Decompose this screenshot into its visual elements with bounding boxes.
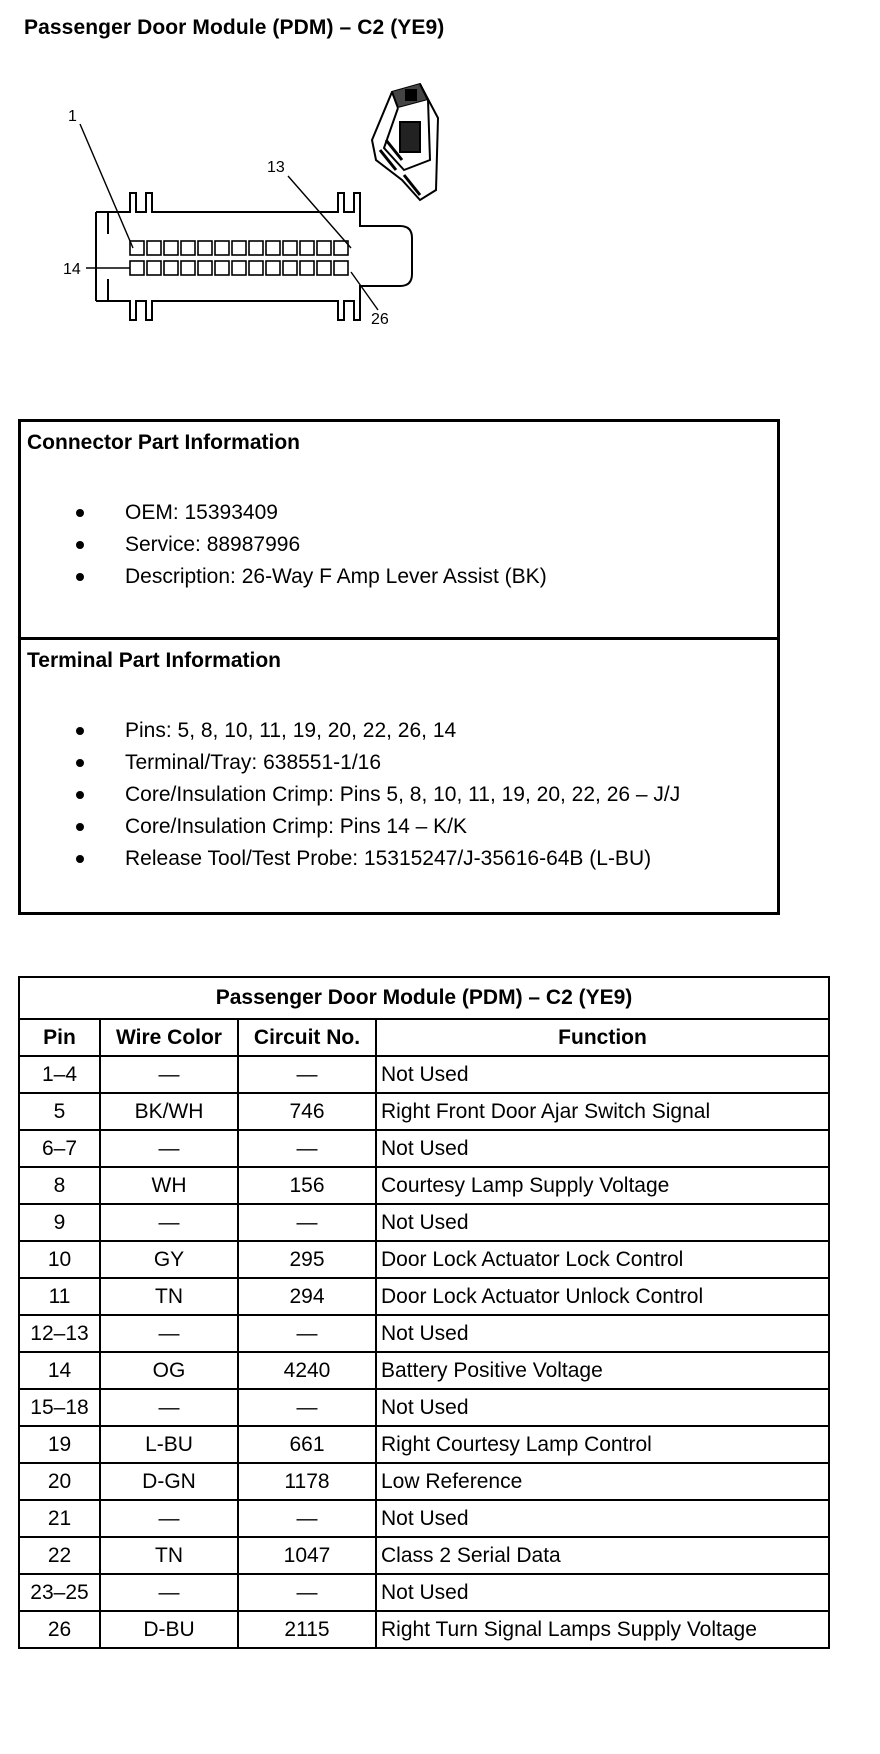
table-row [19, 1426, 829, 1463]
bullet-icon [76, 509, 84, 517]
connector-cavity [147, 241, 161, 255]
list-item-text: OEM: 15393409 [125, 501, 278, 524]
circuit-number-cell: — [238, 1315, 376, 1352]
circuit-number-cell: 295 [238, 1241, 376, 1278]
pin-cell: 19 [19, 1426, 100, 1463]
circuit-number-cell: — [238, 1389, 376, 1426]
circuit-number-cell: 1178 [238, 1463, 376, 1500]
connector-cavity [317, 261, 331, 275]
wire-color-cell: OG [100, 1352, 238, 1389]
list-item-text: Pins: 5, 8, 10, 11, 19, 20, 22, 26, 14 [125, 719, 457, 742]
cavity-row-bottom [130, 261, 348, 275]
list-item [21, 529, 547, 561]
table-row [19, 1315, 829, 1352]
circuit-number-cell: 4240 [238, 1352, 376, 1389]
wire-color-cell: D-GN [100, 1463, 238, 1500]
table-row [19, 1611, 829, 1648]
pin-cell: 11 [19, 1278, 100, 1315]
function-cell: Not Used [376, 1130, 829, 1167]
list-item-text: Release Tool/Test Probe: 15315247/J-35616-64B (L-BU) [125, 847, 652, 870]
pin-function-table [18, 976, 830, 1649]
table-row [19, 1389, 829, 1426]
bullet-icon [76, 855, 84, 863]
pin-cell: 22 [19, 1537, 100, 1574]
pin-cell: 21 [19, 1500, 100, 1537]
bullet-icon [76, 541, 84, 549]
list-item [21, 811, 680, 843]
list-item [21, 779, 680, 811]
function-cell: Right Turn Signal Lamps Supply Voltage [376, 1611, 829, 1648]
connector-cavity [266, 261, 280, 275]
list-item [21, 843, 680, 875]
function-cell: Not Used [376, 1204, 829, 1241]
circuit-number-cell: — [238, 1130, 376, 1167]
connector-cavity [300, 261, 314, 275]
circuit-number-cell: 156 [238, 1167, 376, 1204]
terminal-info-heading: Terminal Part Information [27, 649, 281, 672]
connector-cavity [198, 241, 212, 255]
table-header-row [19, 1019, 829, 1056]
wire-color-cell: BK/WH [100, 1093, 238, 1130]
pin-cell: 1–4 [19, 1056, 100, 1093]
table-row [19, 1574, 829, 1611]
pin-cell: 20 [19, 1463, 100, 1500]
connector-cavity [300, 241, 314, 255]
leader-line-pin-26 [351, 272, 378, 310]
circuit-number-cell: 1047 [238, 1537, 376, 1574]
connector-part-information [21, 422, 777, 640]
pin-cell: 8 [19, 1167, 100, 1204]
connector-cavity [283, 241, 297, 255]
wire-color-cell: D-BU [100, 1611, 238, 1648]
list-item [21, 747, 680, 779]
circuit-number-cell: — [238, 1056, 376, 1093]
function-cell: Not Used [376, 1500, 829, 1537]
column-header: Pin [19, 1019, 100, 1056]
circuit-number-cell: — [238, 1204, 376, 1241]
wire-color-cell: — [100, 1130, 238, 1167]
connector-cavity [249, 261, 263, 275]
connector-cavity [215, 261, 229, 275]
pin-cell: 12–13 [19, 1315, 100, 1352]
wire-color-cell: — [100, 1389, 238, 1426]
table-row [19, 1537, 829, 1574]
circuit-number-cell: 294 [238, 1278, 376, 1315]
pin-cell: 10 [19, 1241, 100, 1278]
wire-color-cell: — [100, 1204, 238, 1241]
connector-thumbnail-icon [372, 84, 438, 200]
pin-cell: 15–18 [19, 1389, 100, 1426]
table-row [19, 1130, 829, 1167]
function-cell: Right Front Door Ajar Switch Signal [376, 1093, 829, 1130]
connector-cavity [198, 261, 212, 275]
wire-color-cell: — [100, 1574, 238, 1611]
pin-cell: 23–25 [19, 1574, 100, 1611]
table-caption: Passenger Door Module (PDM) – C2 (YE9) [19, 977, 829, 1019]
connector-cavity [334, 261, 348, 275]
bullet-icon [76, 727, 84, 735]
connector-face-diagram [0, 0, 880, 360]
wire-color-cell: — [100, 1500, 238, 1537]
function-cell: Right Courtesy Lamp Control [376, 1426, 829, 1463]
bullet-icon [76, 573, 84, 581]
connector-cavity [181, 241, 195, 255]
part-information-box [18, 419, 780, 915]
circuit-number-cell: — [238, 1574, 376, 1611]
connector-cavity [130, 241, 144, 255]
connector-cavity [164, 241, 178, 255]
table-row [19, 1241, 829, 1278]
pin-cell: 9 [19, 1204, 100, 1241]
bullet-icon [76, 791, 84, 799]
list-item [21, 715, 680, 747]
column-header: Circuit No. [238, 1019, 376, 1056]
function-cell: Class 2 Serial Data [376, 1537, 829, 1574]
wire-color-cell: — [100, 1056, 238, 1093]
callout-pin-13: 13 [267, 159, 285, 176]
list-item [21, 561, 547, 593]
list-item-text: Service: 88987996 [125, 533, 301, 556]
terminal-part-information [21, 640, 777, 912]
leader-line-pin-1 [80, 124, 133, 248]
function-cell: Courtesy Lamp Supply Voltage [376, 1167, 829, 1204]
column-header: Wire Color [100, 1019, 238, 1056]
connector-cavity [181, 261, 195, 275]
table-row [19, 1352, 829, 1389]
bullet-icon [76, 759, 84, 767]
circuit-number-cell: 2115 [238, 1611, 376, 1648]
wire-color-cell: TN [100, 1537, 238, 1574]
table-row [19, 1093, 829, 1130]
column-header: Function [376, 1019, 829, 1056]
wire-color-cell: — [100, 1315, 238, 1352]
function-cell: Battery Positive Voltage [376, 1352, 829, 1389]
table-body [19, 1056, 829, 1648]
function-cell: Not Used [376, 1056, 829, 1093]
connector-info-heading: Connector Part Information [27, 431, 301, 454]
pin-cell: 6–7 [19, 1130, 100, 1167]
connector-info-list [21, 497, 547, 593]
circuit-number-cell: — [238, 1500, 376, 1537]
table-row [19, 1500, 829, 1537]
connector-cavity [266, 241, 280, 255]
page-title: Passenger Door Module (PDM) – C2 (YE9) [24, 16, 445, 39]
list-item [21, 497, 547, 529]
function-cell: Door Lock Actuator Unlock Control [376, 1278, 829, 1315]
function-cell: Not Used [376, 1574, 829, 1611]
connector-outline [96, 193, 412, 320]
callout-pin-14: 14 [63, 261, 81, 278]
pin-cell: 26 [19, 1611, 100, 1648]
wire-color-cell: L-BU [100, 1426, 238, 1463]
wire-color-cell: WH [100, 1167, 238, 1204]
circuit-number-cell: 746 [238, 1093, 376, 1130]
wire-color-cell: TN [100, 1278, 238, 1315]
table-row [19, 1204, 829, 1241]
function-cell: Not Used [376, 1315, 829, 1352]
connector-cavity [232, 241, 246, 255]
connector-cavity [283, 261, 297, 275]
connector-cavity [232, 261, 246, 275]
table-row [19, 1167, 829, 1204]
connector-cavity [317, 241, 331, 255]
pin-cell: 14 [19, 1352, 100, 1389]
function-cell: Not Used [376, 1389, 829, 1426]
connector-cavity [164, 261, 178, 275]
pin-cell: 5 [19, 1093, 100, 1130]
list-item-text: Core/Insulation Crimp: Pins 5, 8, 10, 11, 19, 20, 22, 26 – J/J [125, 783, 681, 806]
wire-color-cell: GY [100, 1241, 238, 1278]
terminal-info-list [21, 715, 680, 875]
list-item-text: Core/Insulation Crimp: Pins 14 – K/K [125, 815, 467, 838]
list-item-text: Description: 26-Way F Amp Lever Assist (BK) [125, 565, 547, 588]
bullet-icon [76, 823, 84, 831]
cavity-row-top [130, 241, 348, 255]
callout-pin-1: 1 [68, 108, 77, 125]
callout-pin-26: 26 [371, 311, 389, 328]
table-row [19, 1056, 829, 1093]
connector-cavity [147, 261, 161, 275]
connector-cavity [249, 241, 263, 255]
function-cell: Low Reference [376, 1463, 829, 1500]
circuit-number-cell: 661 [238, 1426, 376, 1463]
connector-cavity [130, 261, 144, 275]
table-row [19, 1278, 829, 1315]
table-row [19, 1463, 829, 1500]
list-item-text: Terminal/Tray: 638551-1/16 [125, 751, 382, 774]
connector-cavity [215, 241, 229, 255]
function-cell: Door Lock Actuator Lock Control [376, 1241, 829, 1278]
